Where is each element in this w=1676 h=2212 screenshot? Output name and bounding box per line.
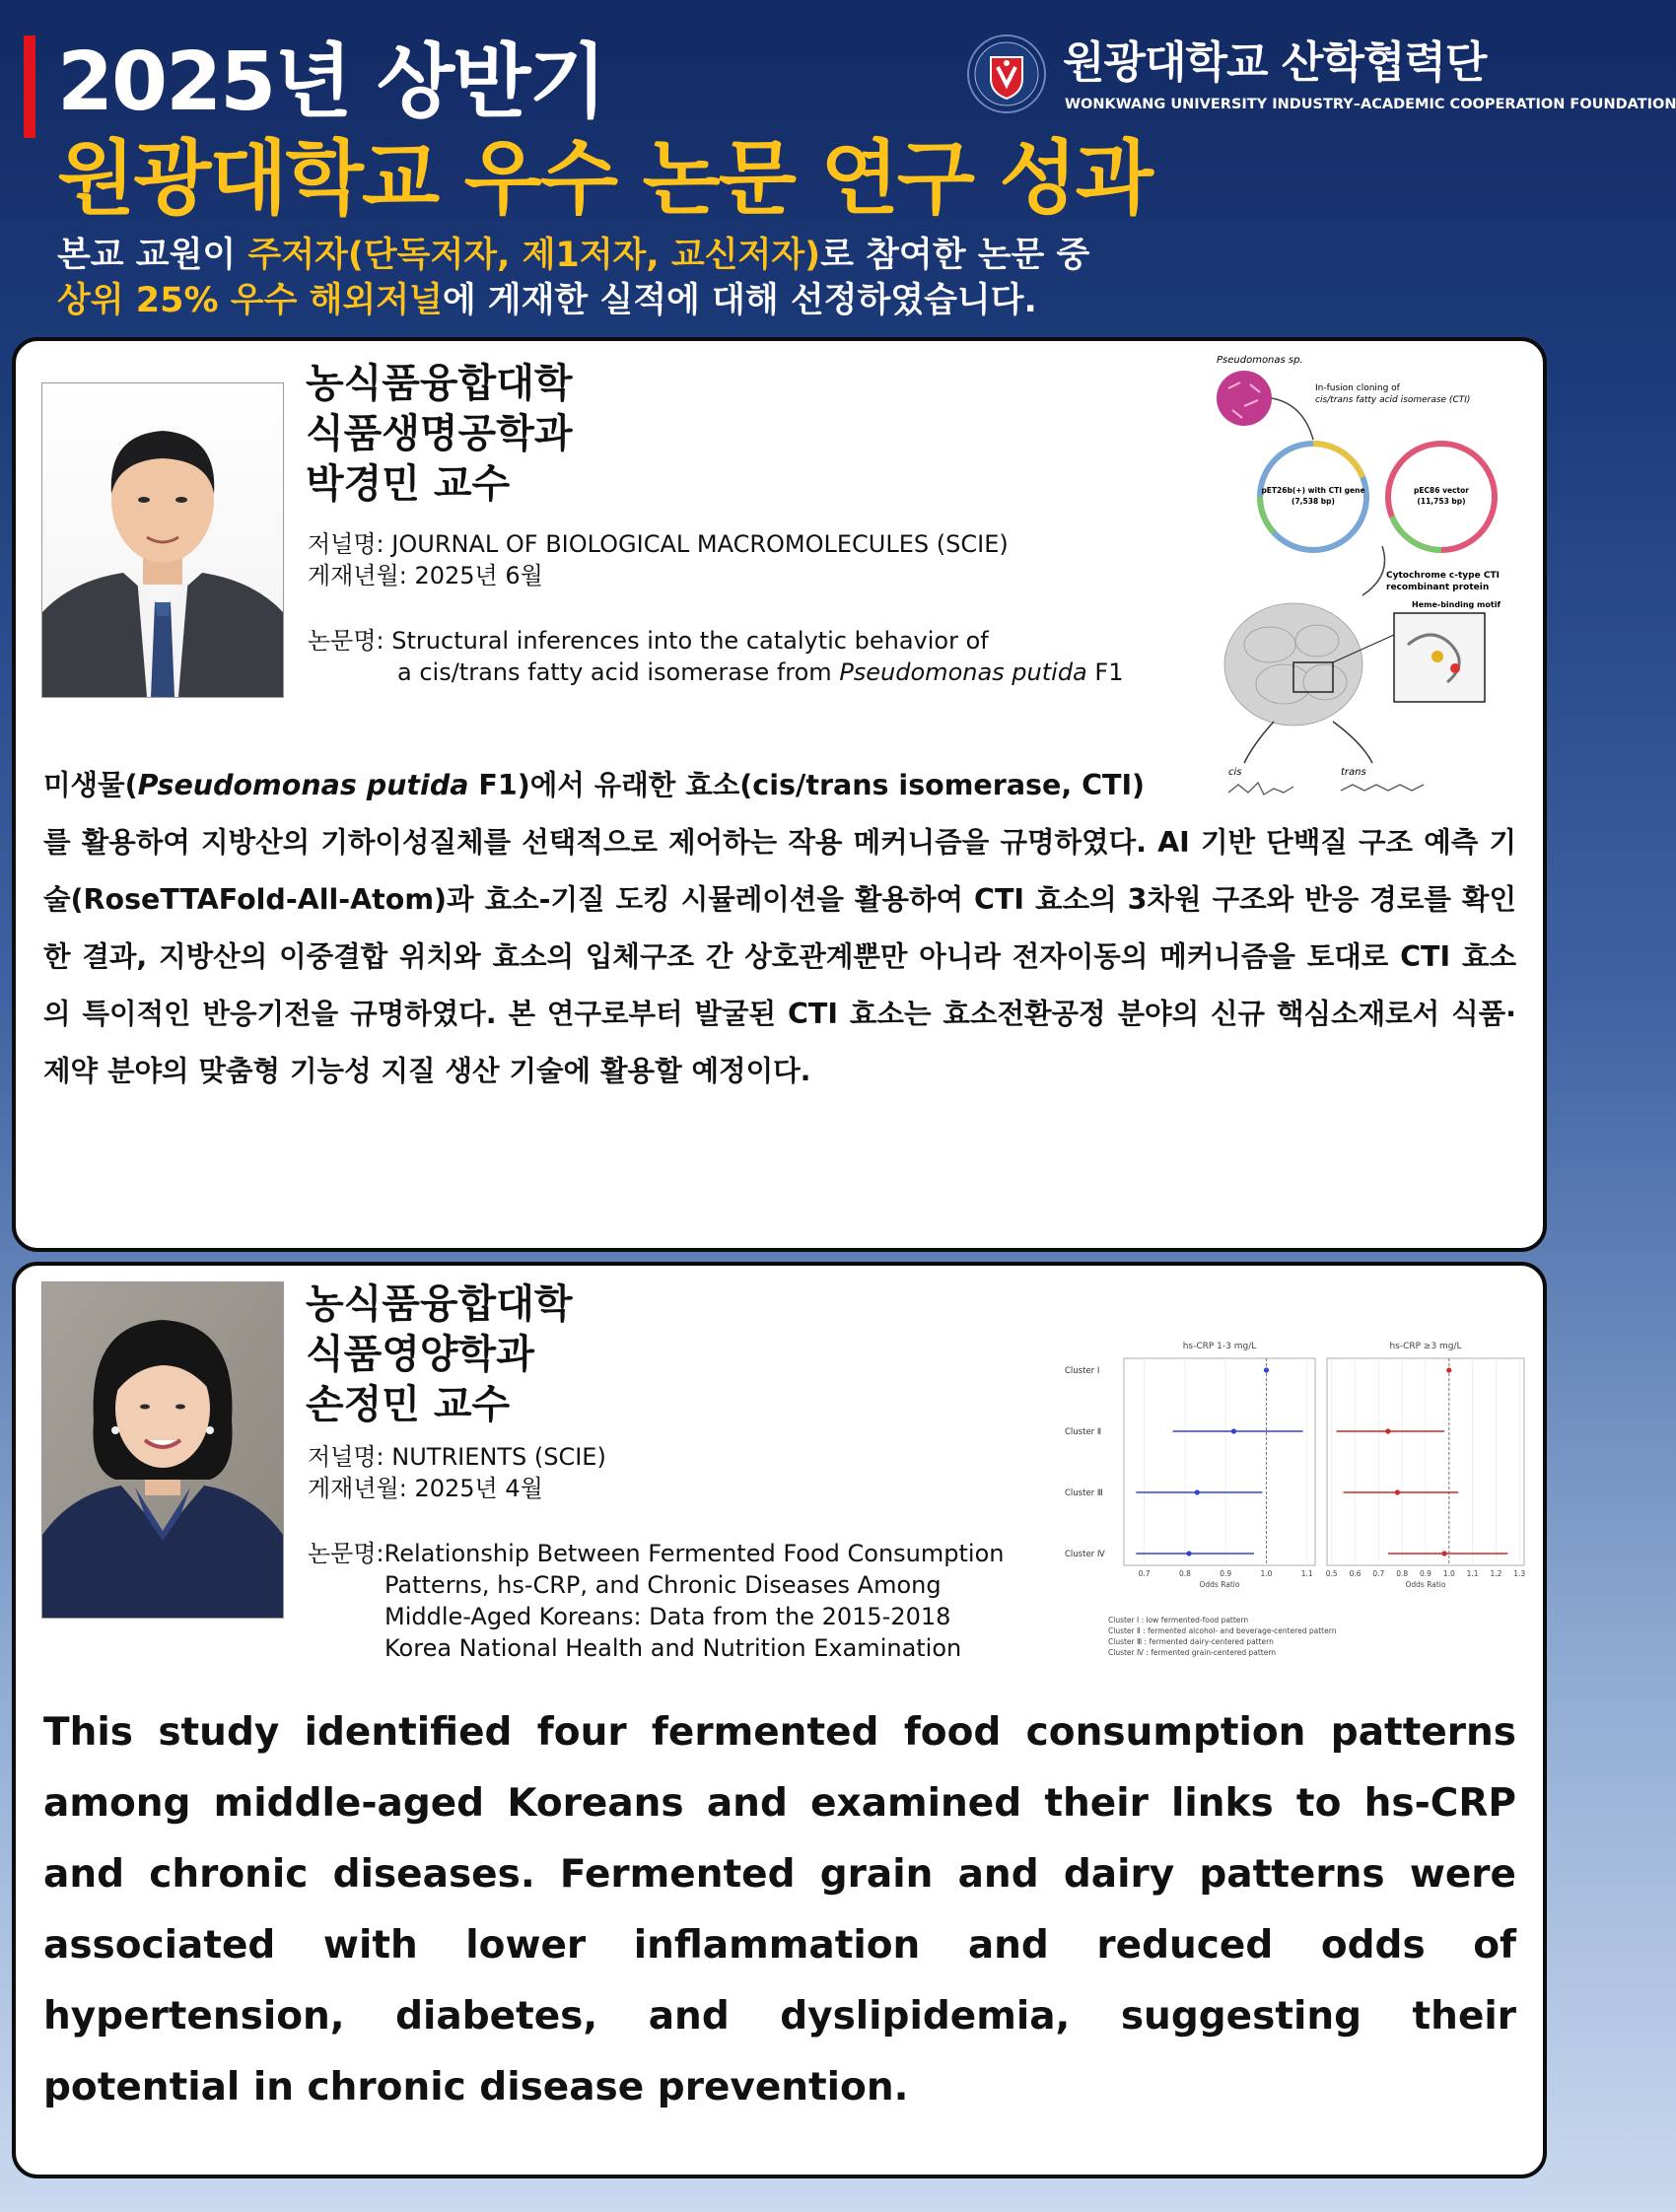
forest-point bbox=[1441, 1551, 1446, 1555]
forest-x-tick-label: 1.1 bbox=[1466, 1569, 1479, 1578]
paper-card-2 bbox=[12, 1262, 1547, 2178]
publication-date: 2025년 4월 bbox=[414, 1475, 543, 1502]
professor-name: 박경민 교수 bbox=[306, 461, 511, 507]
forest-x-axis-label: Odds Ratio bbox=[1199, 1580, 1240, 1589]
graphical-abstract-figure bbox=[1215, 349, 1501, 812]
figure-step1b-label: cis/trans fatty acid isomerase (CTI) bbox=[1315, 395, 1471, 405]
page-subtitle-title: 원광대학교 우수 논문 연구 성과 bbox=[57, 132, 1152, 226]
forest-y-label: Cluster Ⅳ bbox=[1065, 1550, 1105, 1559]
professor-photo bbox=[41, 1281, 284, 1619]
forest-x-tick-label: 0.7 bbox=[1372, 1569, 1385, 1578]
forest-x-tick-label: 1.1 bbox=[1300, 1569, 1313, 1578]
summary-first-line: 미생물(Pseudomonas putida F1)에서 유래한 효소(cis/trans isomerase, CTI) bbox=[43, 769, 1146, 801]
figure-organism-label: Pseudomonas sp. bbox=[1217, 355, 1303, 366]
forest-x-tick-label: 0.5 bbox=[1325, 1569, 1338, 1578]
figure-step2b-label: recombinant protein bbox=[1386, 583, 1490, 592]
org-name-english: WONKWANG UNIVERSITY INDUSTRY–ACADEMIC COOPERATION FOUNDATION bbox=[1065, 97, 1676, 112]
cis-label: cis bbox=[1228, 767, 1242, 778]
forest-point bbox=[1446, 1367, 1451, 1372]
forest-x-tick-label: 1.0 bbox=[1260, 1569, 1273, 1578]
trans-label: trans bbox=[1341, 767, 1366, 778]
professor-name: 손정민 교수 bbox=[306, 1382, 511, 1427]
forest-x-tick-label: 1.2 bbox=[1490, 1569, 1502, 1578]
forest-point bbox=[1195, 1489, 1200, 1494]
forest-y-label: Cluster Ⅱ bbox=[1065, 1427, 1102, 1437]
publication-date-line: 게재년월: 2025년 4월 bbox=[308, 1475, 543, 1502]
publication-date-line: 게재년월: 2025년 6월 bbox=[308, 562, 543, 589]
forest-panel-title: hs-CRP 1-3 mg/L bbox=[1182, 1342, 1257, 1351]
forest-point bbox=[1231, 1428, 1236, 1433]
forest-panel-title: hs-CRP ≥3 mg/L bbox=[1389, 1342, 1462, 1351]
forest-point bbox=[1264, 1367, 1269, 1372]
journal-line: 저널명: NUTRIENTS (SCIE) bbox=[308, 1443, 606, 1471]
forest-y-label: Cluster Ⅲ bbox=[1065, 1488, 1103, 1498]
plasmid1-size: (7,538 bp) bbox=[1292, 497, 1335, 506]
forest-panel-frame bbox=[1124, 1358, 1315, 1565]
forest-point bbox=[1395, 1489, 1400, 1494]
paper-summary: 미생물(Pseudomonas putida F1)에서 유래한 효소(cis/trans isomerase, CTI) 를 활용하여 지방산의 기하이성질체를 선택적으로 제어하는 작용 메커니즘을 규명하였다. AI 기반 단백질 구조 예측 기술(RoseTTAFold-All-Atom)과 효소-기질 도킹 시뮬레이션을 활용하여 CTI 효소의 3차원 구조와 반응 경로를 확인한 결과, 지방산의 이중결합 위치와 효소의 입체구조 간 상호관계뿐만 아니라 전자이동의 메커니즘을 토대로 CTI 효소의 특이적인 반응기전을 규명하였다. 본 연구로부터 발굴된 CTI 효소는 효소전환공정 분야의 신규 핵심소재로서 식품·제약 분야의 맞춤형 기능성 지질 생산 기술에 활용할 예정이다. bbox=[43, 757, 1516, 1100]
forest-x-tick-label: 0.9 bbox=[1420, 1569, 1432, 1578]
college-name: 농식품융합대학 bbox=[306, 1281, 573, 1327]
page-title: 2025년 상반기 bbox=[57, 35, 605, 129]
department-name: 식품생명공학과 bbox=[306, 411, 573, 456]
paper-title-line-2: a cis/trans fatty acid isomerase from Pseudomonas putida F1 bbox=[397, 658, 1124, 686]
journal-name: JOURNAL OF BIOLOGICAL MACROMOLECULES (SCIE) bbox=[391, 530, 1009, 558]
plasmid1-name: pET26b(+) with CTI gene bbox=[1261, 486, 1365, 495]
forest-point bbox=[1186, 1551, 1191, 1555]
journal-name: NUTRIENTS (SCIE) bbox=[391, 1443, 606, 1471]
plasmid2-name: pEC86 vector bbox=[1414, 486, 1469, 495]
forest-x-tick-label: 0.8 bbox=[1396, 1569, 1409, 1578]
forest-x-axis-label: Odds Ratio bbox=[1405, 1580, 1446, 1589]
paper-title-line-1: 논문명: Structural inferences into the catalytic behavior of bbox=[308, 627, 989, 655]
forest-x-tick-label: 1.3 bbox=[1513, 1569, 1526, 1578]
title-accent-bar bbox=[24, 35, 35, 138]
forest-x-tick-label: 1.0 bbox=[1442, 1569, 1455, 1578]
paper-title-line-1: 논문명:Relationship Between Fermented Food Consumption bbox=[308, 1540, 1005, 1567]
org-name-korean: 원광대학교 산학협력단 bbox=[1063, 37, 1487, 88]
forest-x-tick-label: 0.7 bbox=[1138, 1569, 1151, 1578]
paper-title-line-3: Middle-Aged Koreans: Data from the 2015-2018 bbox=[384, 1603, 951, 1630]
paper-title-line-2: Patterns, hs-CRP, and Chronic Diseases Among bbox=[384, 1571, 942, 1599]
intro-line-2: 상위 25% 우수 해외저널에 게재한 실적에 대해 선정하였습니다. bbox=[57, 281, 1037, 320]
intro-line-1: 본교 교원이 주저자(단독저자, 제1저자, 교신저자)로 참여한 논문 중 bbox=[57, 236, 1090, 275]
forest-x-tick-label: 0.6 bbox=[1349, 1569, 1362, 1578]
figure-motif-label: Heme-binding motif bbox=[1412, 600, 1501, 609]
department-name: 식품영양학과 bbox=[306, 1332, 534, 1377]
forest-y-label: Cluster Ⅰ bbox=[1065, 1366, 1100, 1376]
journal-line: 저널명: JOURNAL OF BIOLOGICAL MACROMOLECULES (SCIE) bbox=[308, 530, 1009, 558]
publication-date: 2025년 6월 bbox=[414, 562, 543, 589]
forest-point bbox=[1385, 1428, 1390, 1433]
paper-card-1 bbox=[12, 337, 1547, 1252]
college-name: 농식품융합대학 bbox=[306, 361, 573, 406]
figure-step2-label: Cytochrome c-type CTI bbox=[1386, 571, 1500, 581]
forest-legend-item: Cluster Ⅲ : fermented dairy-centered pattern bbox=[1108, 1637, 1274, 1646]
university-logo-icon bbox=[966, 34, 1047, 114]
forest-legend-item: Cluster Ⅱ : fermented alcohol- and beverage-centered pattern bbox=[1108, 1626, 1337, 1635]
plasmid2-size: (11,753 bp) bbox=[1417, 497, 1466, 506]
paper-title-line-4: Korea National Health and Nutrition Examination bbox=[384, 1634, 962, 1662]
forest-x-tick-label: 0.8 bbox=[1178, 1569, 1191, 1578]
forest-legend-item: Cluster Ⅰ : low fermented-food pattern bbox=[1108, 1616, 1249, 1624]
figure-step1-label: In-fusion cloning of bbox=[1315, 383, 1400, 393]
forest-x-tick-label: 0.9 bbox=[1220, 1569, 1232, 1578]
paper-summary: This study identified four fermented food consumption patterns among middle-aged Koreans and examined their links to hs-CRP and chronic diseases. Fermented grain and dairy patterns were associated with lower inflammation and reduced odds of hypertension, diabetes, and dyslipidemia, suggesting their potential in chronic disease prevention. bbox=[43, 1710, 1516, 2109]
professor-photo bbox=[41, 382, 284, 698]
forest-legend-item: Cluster Ⅳ : fermented grain-centered pattern bbox=[1108, 1648, 1277, 1657]
forest-plot-chart bbox=[1061, 1337, 1534, 1682]
